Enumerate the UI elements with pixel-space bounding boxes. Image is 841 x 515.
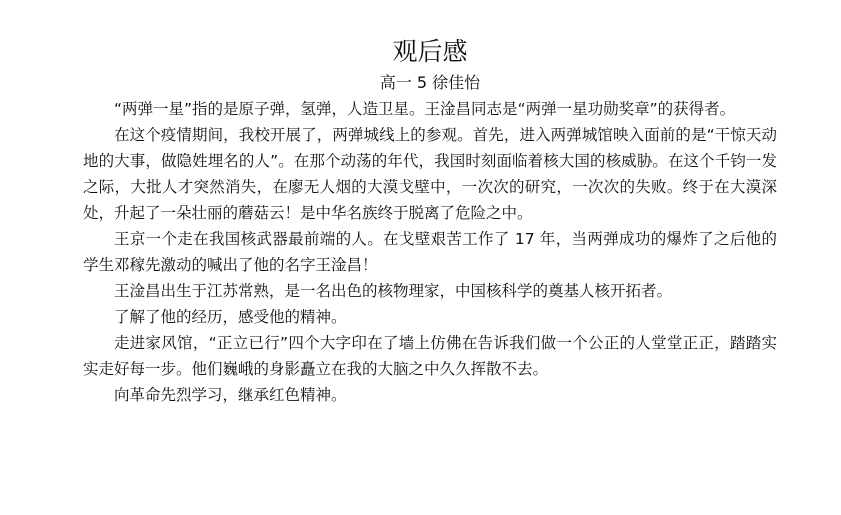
document-page — [83, 33, 777, 408]
paragraph-4: 王淦昌出生于江苏常熟，是一名出色的核物理家，中国核科学的奠基人核开拓者。 — [114, 282, 673, 300]
paragraph-1: “两弹一星”指的是原子弹，氢弹，人造卫星。王淦昌同志是“两弹一星功勋奖章”的获得者。 — [114, 100, 736, 118]
paragraph-6: 走进家风馆，“正立已行”四个大字印在了墙上仿佛在告诉我们做一个公正的人堂堂正正，踏踏实实走好每一步。他们巍峨的身影矗立在我的大脑之中久久挥散不去。 — [83, 334, 777, 378]
document-title: 观后感 — [392, 37, 468, 66]
paragraph-2: 在这个疫情期间，我校开展了，两弹城线上的参观。首先，进入两弹城馆映入面前的是“干惊天动地的大事，做隐姓埋名的人”。在那个动荡的年代，我国时刻面临着核大国的核威胁。在这个千钧一发之际，大批人才突然消失，在廖无人烟的大漠戈壁中，一次次的研究，一次次的失败。终于在大漠深处，升起了一朵壮丽的蘑菇云！是中华名族终于脱离了危险之中。 — [83, 126, 777, 222]
author-byline: 高一 5 徐佳怡 — [379, 73, 481, 92]
paragraph-5: 了解了他的经历，感受他的精神。 — [114, 308, 347, 326]
paragraph-7: 向革命先烈学习，继承红色精神。 — [114, 386, 347, 404]
paragraph-3: 王京一个走在我国核武器最前端的人。在戈壁艰苦工作了 17 年，当两弹成功的爆炸了之后他的学生邓稼先激动的喊出了他的名字王淦昌！ — [83, 230, 777, 274]
